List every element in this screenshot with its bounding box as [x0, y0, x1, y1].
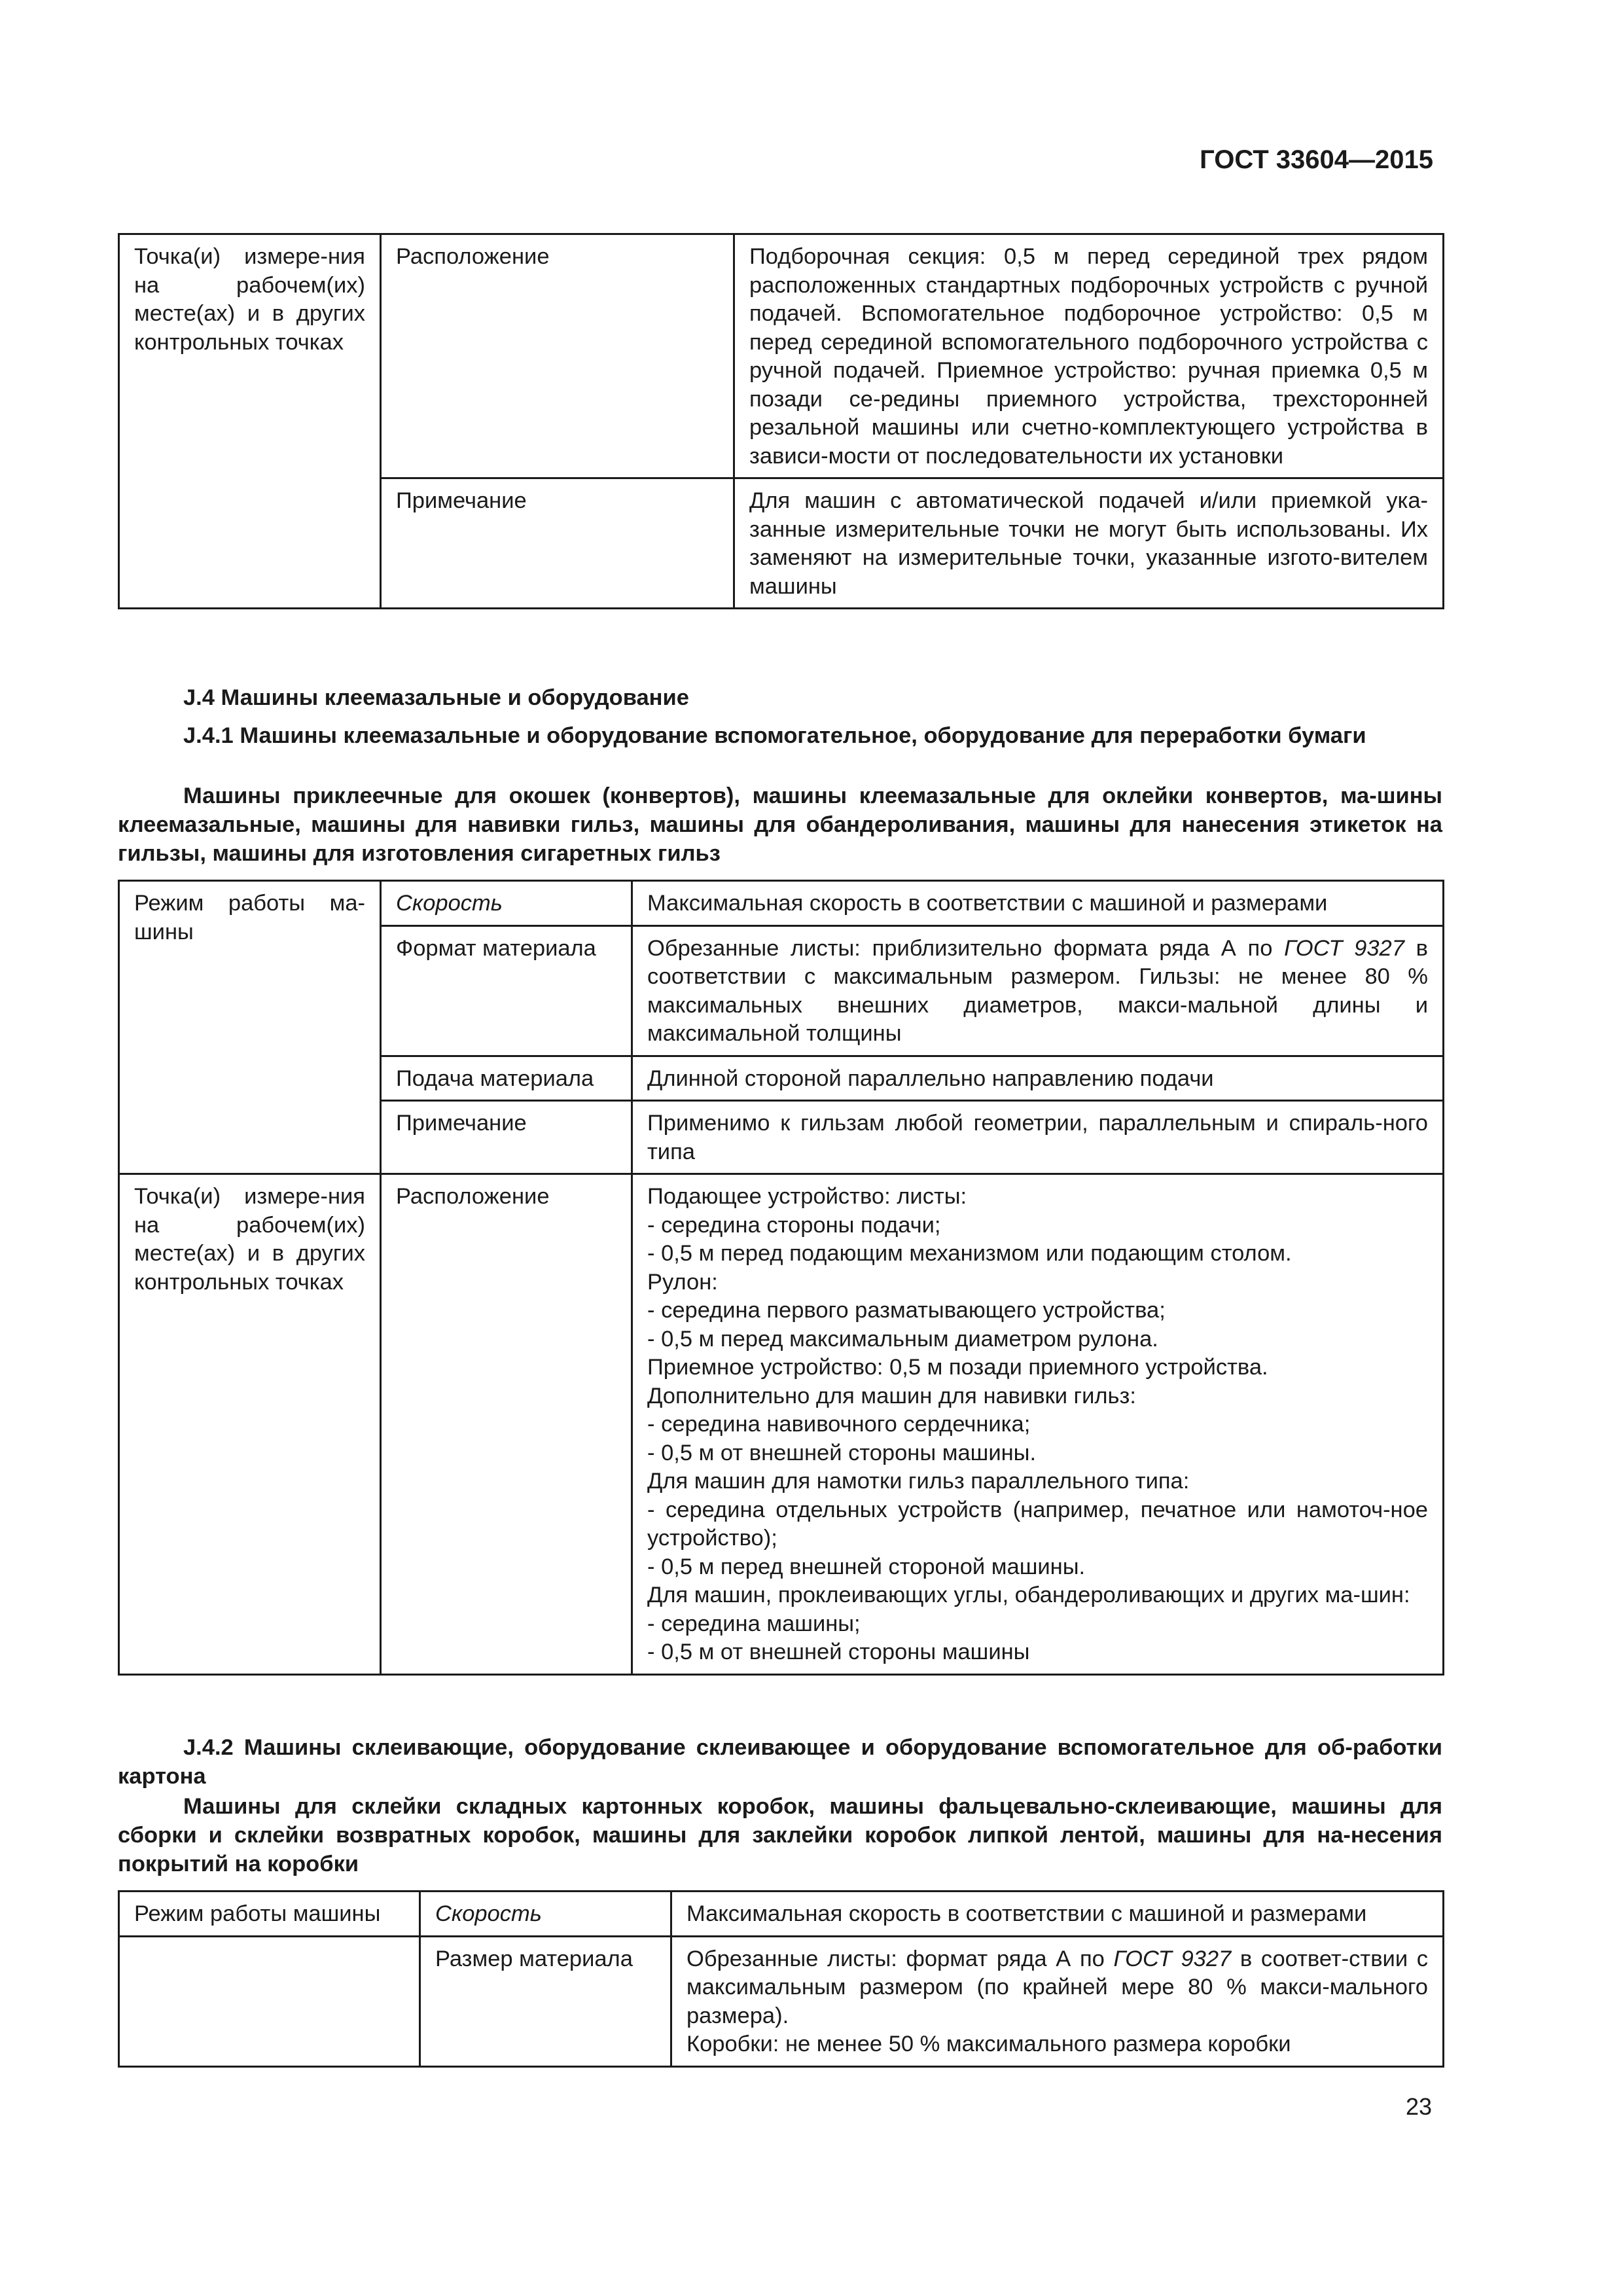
list-item: - середина отдельных устройств (например, печатное или намоточ-ное устройство); — [647, 1497, 1428, 1551]
location-value-cell — [632, 1174, 1444, 1675]
points-label-cell: Точка(и) измере-ния на рабочем(их) месте(ах) и в других контрольных точках — [119, 234, 381, 609]
table-row — [119, 1174, 1444, 1675]
empty-cell — [119, 1936, 420, 2066]
list-item: - 0,5 м от внешней стороны машины — [647, 1640, 1030, 1664]
list-item: - середина навивочного сердечника; — [647, 1412, 1031, 1437]
list-item: - середина стороны подачи; — [647, 1212, 941, 1238]
section-heading: J.4 Машины клеемазальные и оборудование — [183, 685, 689, 710]
list-item: Дополнительно для машин для навивки гильз: — [647, 1383, 1136, 1408]
document-code: ГОСТ 33604—2015 — [1200, 145, 1433, 174]
speed-value-cell: Максимальная скорость в соответствии с машиной и размерами — [632, 881, 1444, 926]
list-item: - середина машины; — [647, 1611, 861, 1636]
speed-value-cell: Максимальная скорость в соответствии с машиной и размерами — [671, 1892, 1444, 1937]
note-label-cell: Примечание — [381, 478, 734, 609]
table-row — [119, 1892, 1444, 1937]
list-item: - 0,5 м перед внешней стороной машины. — [647, 1554, 1086, 1579]
mode-label-cell: Режим работы ма-шины — [119, 881, 381, 1174]
location-label-cell: Расположение — [381, 234, 734, 478]
list-item: Для машин для намотки гильз параллельного типа: — [647, 1469, 1190, 1494]
location-label-cell: Расположение — [381, 1174, 632, 1675]
table-row — [119, 1936, 1444, 2066]
format-label-cell: Формат материала — [381, 925, 632, 1056]
note-label-cell: Примечание — [381, 1101, 632, 1174]
machine-list: Машины для склейки складных картонных коробок, машины фальцевально-склеивающие, машины для сборки и склейки возвратных коробок, машины для заклейки коробок липкой лентой, машины для на-несения покрытий на коробки — [118, 1794, 1442, 1876]
page-number: 23 — [1405, 2093, 1432, 2120]
measurement-points-table — [118, 233, 1444, 609]
list-item: Рулон: — [647, 1269, 718, 1295]
note-value-cell: Применимо к гильзам любой геометрии, параллельным и спираль-ного типа — [632, 1101, 1444, 1174]
glue-machines-table — [118, 880, 1444, 1676]
size-value-cell: Обрезанные листы: формат ряда А по ГОСТ 9327 в соответ-ствии с максимальным размером (по крайней мере 80 % макси-мального размера). Коробки: не менее 50 % максимального размера коробки — [671, 1936, 1444, 2066]
standard-reference: ГОСТ 9327 — [1113, 1946, 1232, 1971]
subsection-heading: J.4.1 Машины клеемазальные и оборудование вспомогательное, оборудование для переработки бумаги — [183, 723, 1366, 748]
machine-list: Машины приклеечные для окошек (конвертов), машины клеемазальные для оклейки конвертов, ма-шины клеемазальные, машины для навивки гильз, машины для обандероливания, машины для нанесения этикеток на гильзы, машины для изготовления сигаретных гильз — [118, 783, 1442, 866]
feed-value-cell: Длинной стороной параллельно направлению подачи — [632, 1056, 1444, 1101]
list-item: Приемное устройство: 0,5 м позади приемного устройства. — [647, 1355, 1268, 1380]
list-item: - середина первого разматывающего устройства; — [647, 1298, 1166, 1323]
location-value-cell: Подборочная секция: 0,5 м перед серединой трех рядом расположенных стандартных подборочных устройств с ручной подачей. Вспомогательное подборочное устройство: 0,5 м перед серединой вспомогательного подборочного устройства с ручной подачей. Приемное устройство: ручная приемка 0,5 м позади се-редины приемного устройства, трехсторонней резальной машины или счетно-комплектующего устройства в зависи-мости от последовательности их установки — [734, 234, 1444, 478]
table-row — [119, 234, 1444, 478]
note-value-cell: Для машин с автоматической подачей и/или приемкой ука-занные измерительные точки не могут быть использованы. Их заменяют на измерительные точки, указанные изгото-вителем машины — [734, 478, 1444, 609]
list-item: - 0,5 м перед подающим механизмом или подающим столом. — [647, 1241, 1292, 1266]
format-value-cell: Обрезанные листы: приблизительно формата ряда А по ГОСТ 9327 в соответствии с максимальным размером. Гильзы: не менее 80 % максимальных внешних диаметров, макси-мальной длины и максимальной толщины — [632, 925, 1444, 1056]
subsection-heading: J.4.2 Машины склеивающие, оборудование склеивающее и оборудование вспомогательное для об-работки картона — [118, 1735, 1442, 1789]
points-label-cell: Точка(и) измере-ния на рабочем(их) месте(ах) и в других контрольных точках — [119, 1174, 381, 1675]
list-item: Для машин, проклеивающих углы, обандероливающих и других ма-шин: — [647, 1583, 1410, 1607]
carton-machines-table — [118, 1890, 1444, 2068]
mode-label-cell: Режим работы машины — [119, 1892, 420, 1937]
list-item: - 0,5 м от внешней стороны машины. — [647, 1440, 1037, 1465]
size-label-cell: Размер материала — [420, 1936, 671, 2066]
list-item: Подающее устройство: листы: — [647, 1184, 967, 1209]
speed-label-cell: Скорость — [381, 881, 632, 926]
feed-label-cell: Подача материала — [381, 1056, 632, 1101]
standard-reference: ГОСТ 9327 — [1284, 935, 1404, 961]
list-item: - 0,5 м перед максимальным диаметром рулона. — [647, 1326, 1158, 1352]
table-row — [119, 881, 1444, 926]
speed-label-cell: Скорость — [420, 1892, 671, 1937]
